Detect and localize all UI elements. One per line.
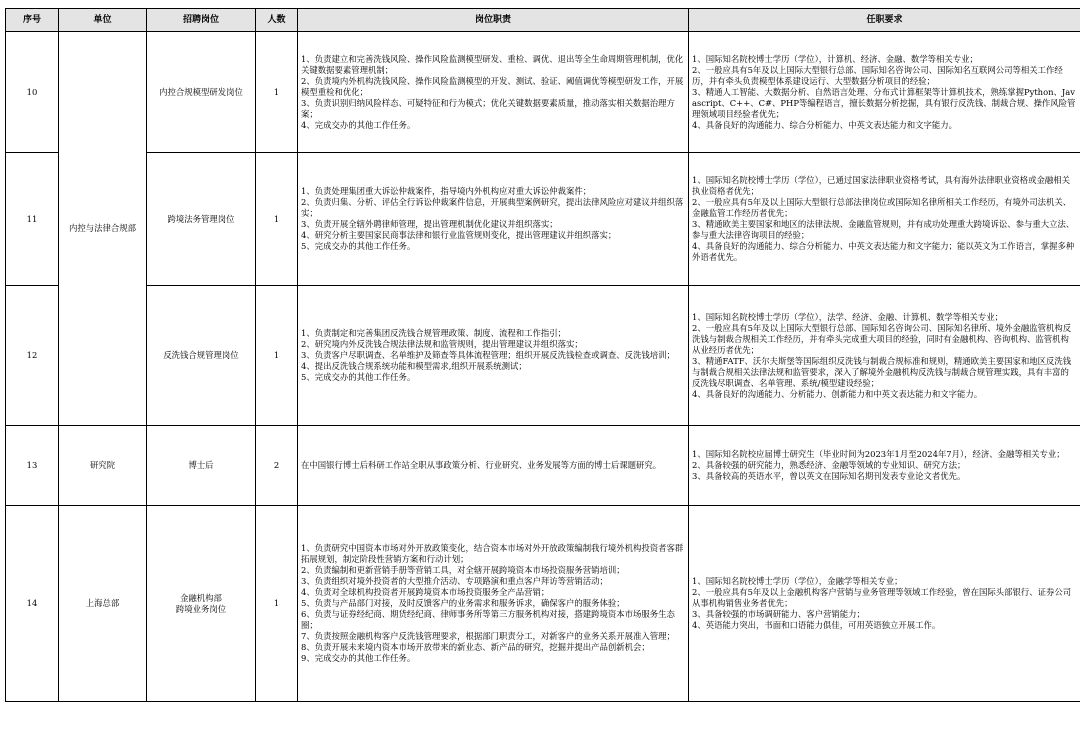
duty-line: 7、负责按照金融机构客户反洗钱管理要求，根据部门职责分工，对新客户的业务关系开展准入管理； xyxy=(301,631,675,641)
duty-line: 1、负责研究中国资本市场对外开放政策变化，结合资本市场对外开放政策编制我行境外机构投资者客群拓展规划，制定阶段性营销方案和行动计划； xyxy=(301,543,684,564)
row-number: 10 xyxy=(6,32,59,153)
requirement-line: 3、精通人工智能、大数据分析、自然语言处理、分布式计算框架等计算机技术，熟练掌握Python、Javascript、C++、C#、PHP等编程语言，擅长数据分析挖掘，具有银行反洗钱、制裁合规、操作风险管理领域项目经验者优先； xyxy=(692,86,1076,119)
position-line: 金融机构部 xyxy=(180,592,222,603)
duty-line: 2、负责归集、分析、评估全行诉讼仲裁案件信息，开展典型案例研究，提出法律风险应对建议并组织落实； xyxy=(301,197,684,218)
duty-line: 1、负责处理集团重大诉讼仲裁案件，指导境内外机构应对重大诉讼仲裁案件； xyxy=(301,186,592,196)
requirement-line: 4、具备良好的沟通能力、综合分析能力、中英文表达能力和文字能力。 xyxy=(692,119,957,130)
count-cell: 1 xyxy=(256,506,298,702)
requirement-line: 1、国际知名院校博士学历（学位），计算机、经济、金融、数学等相关专业； xyxy=(692,53,978,64)
table-row xyxy=(6,32,1080,153)
requirement-line: 2、具备较强的研究能力，熟悉经济、金融等领域的专业知识、研究方法； xyxy=(692,460,966,470)
duty-line: 2、负责境内外机构洗钱风险、操作风险监测模型的开发、测试、验证、阈值调优等模型研发工作，开展模型重检和优化； xyxy=(301,75,684,97)
requirements-cell xyxy=(689,32,1080,153)
header-duties: 岗位职责 xyxy=(298,9,689,32)
header-no: 序号 xyxy=(6,9,59,32)
duty-line: 5、完成交办的其他工作任务。 xyxy=(301,241,416,251)
duty-line: 4、负责对全球机构投资者开展跨境资本市场投资服务全产品营销； xyxy=(301,587,550,597)
duty-line: 4、完成交办的其他工作任务。 xyxy=(301,119,416,130)
table-header-row xyxy=(6,9,1080,32)
duties-cell xyxy=(298,32,689,153)
requirement-line: 4、英语能力突出，书面和口语能力俱佳，可用英语独立开展工作。 xyxy=(692,620,941,630)
duties-cell xyxy=(298,286,689,426)
position-cell: 内控合规模型研发岗位 xyxy=(147,32,256,153)
requirement-line: 1、国际知名院校博士学历（学位），法学、经济、金融、计算机、数学等相关专业； xyxy=(692,311,1004,322)
count-cell: 1 xyxy=(256,32,298,153)
duties-cell xyxy=(298,506,689,702)
unit-cell: 内控与法律合规部 xyxy=(59,32,147,426)
duty-line: 3、负责客户尽职调查、名单维护及筛查等具体流程管理；组织开展反洗钱检查或调查、反洗钱培训； xyxy=(301,350,675,360)
recruitment-table-container xyxy=(5,8,1080,702)
table-row xyxy=(6,506,1080,702)
header-position: 招聘岗位 xyxy=(147,9,256,32)
recruitment-table xyxy=(5,8,1080,702)
position-cell: 反洗钱合规管理岗位 xyxy=(147,286,256,426)
duty-line: 1、负责制定和完善集团反洗钱合规管理政策、制度、流程和工作指引； xyxy=(301,328,566,338)
requirement-line: 4、具备良好的沟通能力、分析能力、创新能力和中英文表达能力和文字能力。 xyxy=(692,388,983,399)
header-count: 人数 xyxy=(256,9,298,32)
duty-line: 4、研究分析主要国家民商事法律和银行业监管规则变化，提出管理建议并组织落实； xyxy=(301,230,617,240)
duties-cell xyxy=(298,426,689,506)
row-number: 12 xyxy=(6,286,59,426)
count-cell: 1 xyxy=(256,286,298,426)
requirement-line: 3、具备较高的英语水平，曾以英文在国际知名期刊发表专业论文者优先。 xyxy=(692,471,966,481)
requirement-line: 1、国际知名院校博士学历（学位），金融学等相关专业； xyxy=(692,576,903,586)
position-cell: 跨境法务管理岗位 xyxy=(147,153,256,286)
requirement-line: 2、一般应具有5年及以上国际大型银行总部、国际知名咨询公司、国际知名律所、境外金融监管机构反洗钱与制裁合规相关工作经历，并有牵头完成重大项目的经验，同时有金融机构、咨询机构、监管机构从业经历者优先； xyxy=(692,322,1072,355)
table-row xyxy=(6,286,1080,426)
requirement-line: 1、国际知名院校应届博士研究生（毕业时间为2023年1月至2024年7月），经济、金融等相关专业； xyxy=(692,449,1065,459)
position-cell: 博士后 xyxy=(147,426,256,506)
header-unit: 单位 xyxy=(59,9,147,32)
requirement-line: 3、具备较强的市场调研能力、客户营销能力； xyxy=(692,609,865,619)
requirement-line: 4、具备良好的沟通能力、综合分析能力、中英文表达能力和文字能力；能以英文为工作语言，掌握多种外语者优先。 xyxy=(692,241,1075,262)
duty-line: 在中国银行博士后科研工作站全职从事政策分析、行业研究、业务发展等方面的博士后课题研究。 xyxy=(301,460,662,470)
duty-line: 4、提出反洗钱合规系统功能和模型需求,组织开展系统测试； xyxy=(301,361,527,371)
count-cell: 2 xyxy=(256,426,298,506)
duty-line: 5、负责与产品部门对接，及时反馈客户的业务需求和服务诉求，确保客户的服务体验； xyxy=(301,598,625,608)
duty-line: 2、研究境内外反洗钱合规法律法规和监管规则，提出管理建议并组织落实； xyxy=(301,339,583,349)
row-number: 13 xyxy=(6,426,59,506)
duty-line: 9、完成交办的其他工作任务。 xyxy=(301,653,416,663)
duty-line: 8、负责开展未来境内资本市场开放带来的新业态、新产品的研究，挖掘并提出产品创新机会； xyxy=(301,642,650,652)
requirement-line: 1、国际知名院校博士学历（学位），已通过国家法律职业资格考试，具有海外法律职业资格或金融相关执业资格者优先； xyxy=(692,175,1071,196)
row-number: 14 xyxy=(6,506,59,702)
table-row xyxy=(6,426,1080,506)
duty-line: 2、负责编制和更新营销手册等营销工具，对全辖开展跨境资本市场投资服务营销培训； xyxy=(301,565,625,575)
requirement-line: 3、精通欧美主要国家和地区的法律法规、金融监管规则，并有成功处理重大跨境诉讼、参与重大立法、参与重大法律咨询项目的经验； xyxy=(692,219,1075,240)
unit-cell: 上海总部 xyxy=(59,506,147,702)
position-line: 跨境业务岗位 xyxy=(175,603,227,614)
requirement-line: 2、一般应具有5年及以上国际大型银行总部法律岗位或国际知名律所相关工作经历，有境外司法机关、金融监管工作经历者优先； xyxy=(692,197,1072,218)
position-cell xyxy=(147,506,256,702)
duties-cell xyxy=(298,153,689,286)
duty-line: 1、负责建立和完善洗钱风险、操作风险监测模型研发、重检、调优、退出等全生命周期管理机制，优化关键数据要素管理机制； xyxy=(301,53,684,75)
header-requirements: 任职要求 xyxy=(689,9,1080,32)
requirements-cell xyxy=(689,426,1080,506)
duty-line: 3、负责组织对境外投资者的大型推介活动、专项路演和重点客户拜访等营销活动； xyxy=(301,576,608,586)
requirements-cell xyxy=(689,506,1080,702)
requirement-line: 2、一般应具有5年及以上国际大型银行总部、国际知名咨询公司、国际知名互联网公司等相关工作经历，并有牵头负责模型体系建设运行、大型数据分析项目的经验； xyxy=(692,64,1063,86)
duty-line: 5、完成交办的其他工作任务。 xyxy=(301,372,416,382)
row-number: 11 xyxy=(6,153,59,286)
unit-cell: 研究院 xyxy=(59,426,147,506)
requirements-cell xyxy=(689,153,1080,286)
requirement-line: 3、精通FATF、沃尔夫斯堡等国际组织反洗钱与制裁合规标准和规则，精通欧美主要国家和地区反洗钱与制裁合规相关法律法规和监管要求，深入了解境外金融机构反洗钱与制裁合规管理实践，具有丰富的反洗钱尽职调查、名单管理、系统/模型建设经验； xyxy=(692,355,1072,388)
table-row xyxy=(6,153,1080,286)
count-cell: 1 xyxy=(256,153,298,286)
duty-line: 3、负责开展全辖外聘律师管理，提出管理机制优化建议并组织落实； xyxy=(301,219,558,229)
duty-line: 6、负责与证券经纪商、期货经纪商、律师事务所等第三方服务机构对接，搭建跨境资本市场服务生态圈； xyxy=(301,609,675,630)
requirements-cell xyxy=(689,286,1080,426)
requirement-line: 2、一般应具有5年及以上金融机构客户营销与业务管理等领域工作经验，曾在国际头部银行、证券公司从事机构销售业务者优先； xyxy=(692,587,1072,608)
duty-line: 3、负责识别归纳风险样态、可疑特征和行为模式；优化关键数据要素质量，推动落实相关数据治理方案； xyxy=(301,97,675,119)
